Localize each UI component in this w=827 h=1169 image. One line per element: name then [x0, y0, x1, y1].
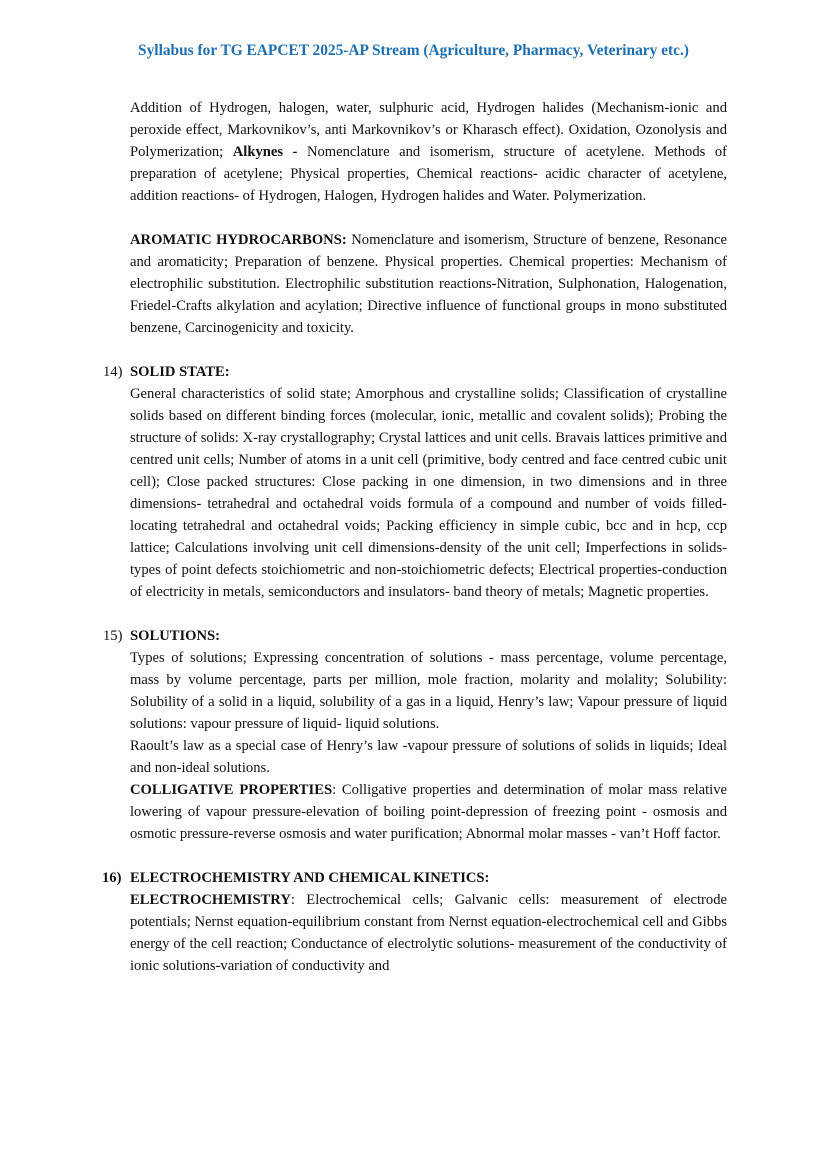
electrochemistry-paragraph — [130, 889, 727, 977]
section-number: 14) — [103, 364, 123, 380]
section-electrochemistry — [102, 867, 727, 977]
alkenes-alkynes-paragraph — [130, 97, 727, 207]
electrochemistry-heading: ELECTROCHEMISTRY — [130, 892, 291, 908]
section-solutions — [103, 625, 727, 845]
section-text: General characteristics of solid state; Amorphous and crystalline solids; Classification of crystalline solids based on different binding forces (molecular, ionic, metallic and covalent solids); Probing the structure of solids: X-ray crystallography; Crystal lattices and unit cells. Bravais lattices primitive and centred unit cells; Number of atoms in a unit cell (primitive, body centred and face centred cubic unit cell); Close packed structures: Close packing in one dimension, in two dimensions and in three dimensions- tetrahedral and octahedral voids formula of a compound and number of voids filled- locating tetrahedral and octahedral voids; Packing efficiency in simple cubic, bcc and in hcp, ccp lattice; Calculations involving unit cell dimensions-density of the unit cell; Imperfections in solids-types of point defects stoichiometric and non-stoichiometric defects; Electrical properties-conduction of electricity in metals, semiconductors and insulators- band theory of metals; Magnetic properties. — [130, 386, 727, 600]
paragraph-text: Nomenclature and isomerism, structure of acetylene. Methods of preparation of acetylene; Physical properties, Chemical reactions- acidic character of acetylene, addition reactions- of Hydrogen, Halogen, Hydrogen halides and Water. Polymerization. — [130, 144, 727, 204]
paragraph-text: : Electrochemical cells; Galvanic cells: measurement of electrode potentials; Nernst equation-equilibrium constant from Nernst equation-electrochemical cell and Gibbs energy of the cell reaction; Conductance of electrolytic solutions- measurement of the conductivity of ionic solutions-variation of conductivity and — [130, 892, 727, 974]
aromatic-heading: AROMATIC HYDROCARBONS: — [130, 232, 347, 248]
paragraph-text: Addition of Hydrogen, halogen, water, sulphuric acid, Hydrogen halides (Mechanism-ionic and peroxide effect, Markovnikov’s, anti Markovnikov’s or Kharasch effect). Oxidation, Ozonolysis and Polymerization; — [130, 100, 727, 160]
alkynes-heading: Alkynes - — [232, 144, 298, 160]
section-title: ELECTROCHEMISTRY AND CHEMICAL KINETICS: — [130, 870, 490, 886]
aromatic-hydrocarbons-paragraph — [130, 229, 727, 339]
colligative-paragraph — [130, 779, 727, 845]
section-text: Raoult’s law as a special case of Henry’s law -vapour pressure of solutions of solids in liquids; Ideal and non-ideal solutions. — [130, 738, 727, 776]
section-solid-state — [103, 361, 727, 603]
section-title: SOLUTIONS: — [130, 628, 221, 644]
paragraph-text: Nomenclature and isomerism, Structure of benzene, Resonance and aromaticity; Preparation of benzene. Physical properties. Chemical properties: Mechanism of electrophilic substitution. Electrophilic substitution reactions-Nitration, Sulphonation, Halogenation, Friedel-Crafts alkylation and acylation; Directive influence of functional groups in mono substituted benzene, Carcinogenicity and toxicity. — [130, 232, 727, 336]
section-number: 15) — [103, 628, 123, 644]
section-number: 16) — [102, 870, 122, 886]
page-header: Syllabus for TG EAPCET 2025-AP Stream (Agriculture, Pharmacy, Veterinary etc.) — [138, 42, 689, 59]
section-title: SOLID STATE: — [130, 364, 230, 380]
document-body — [102, 97, 727, 977]
paragraph-text: : Colligative properties and determination of molar mass relative lowering of vapour pressure-elevation of boiling point-depression of freezing point - osmosis and osmotic pressure-reverse osmosis and water purification; Abnormal molar masses - van’t Hoff factor. — [130, 782, 727, 842]
colligative-heading: COLLIGATIVE PROPERTIES — [130, 782, 333, 798]
section-text: Types of solutions; Expressing concentration of solutions - mass percentage, volume percentage, mass by volume percentage, parts per million, mole fraction, molarity and molality; Solubility: Solubility of a solid in a liquid, solubility of a gas in a liquid, Henry’s law; Vapour pressure of liquid solutions: vapour pressure of liquid- liquid solutions. — [130, 650, 727, 732]
